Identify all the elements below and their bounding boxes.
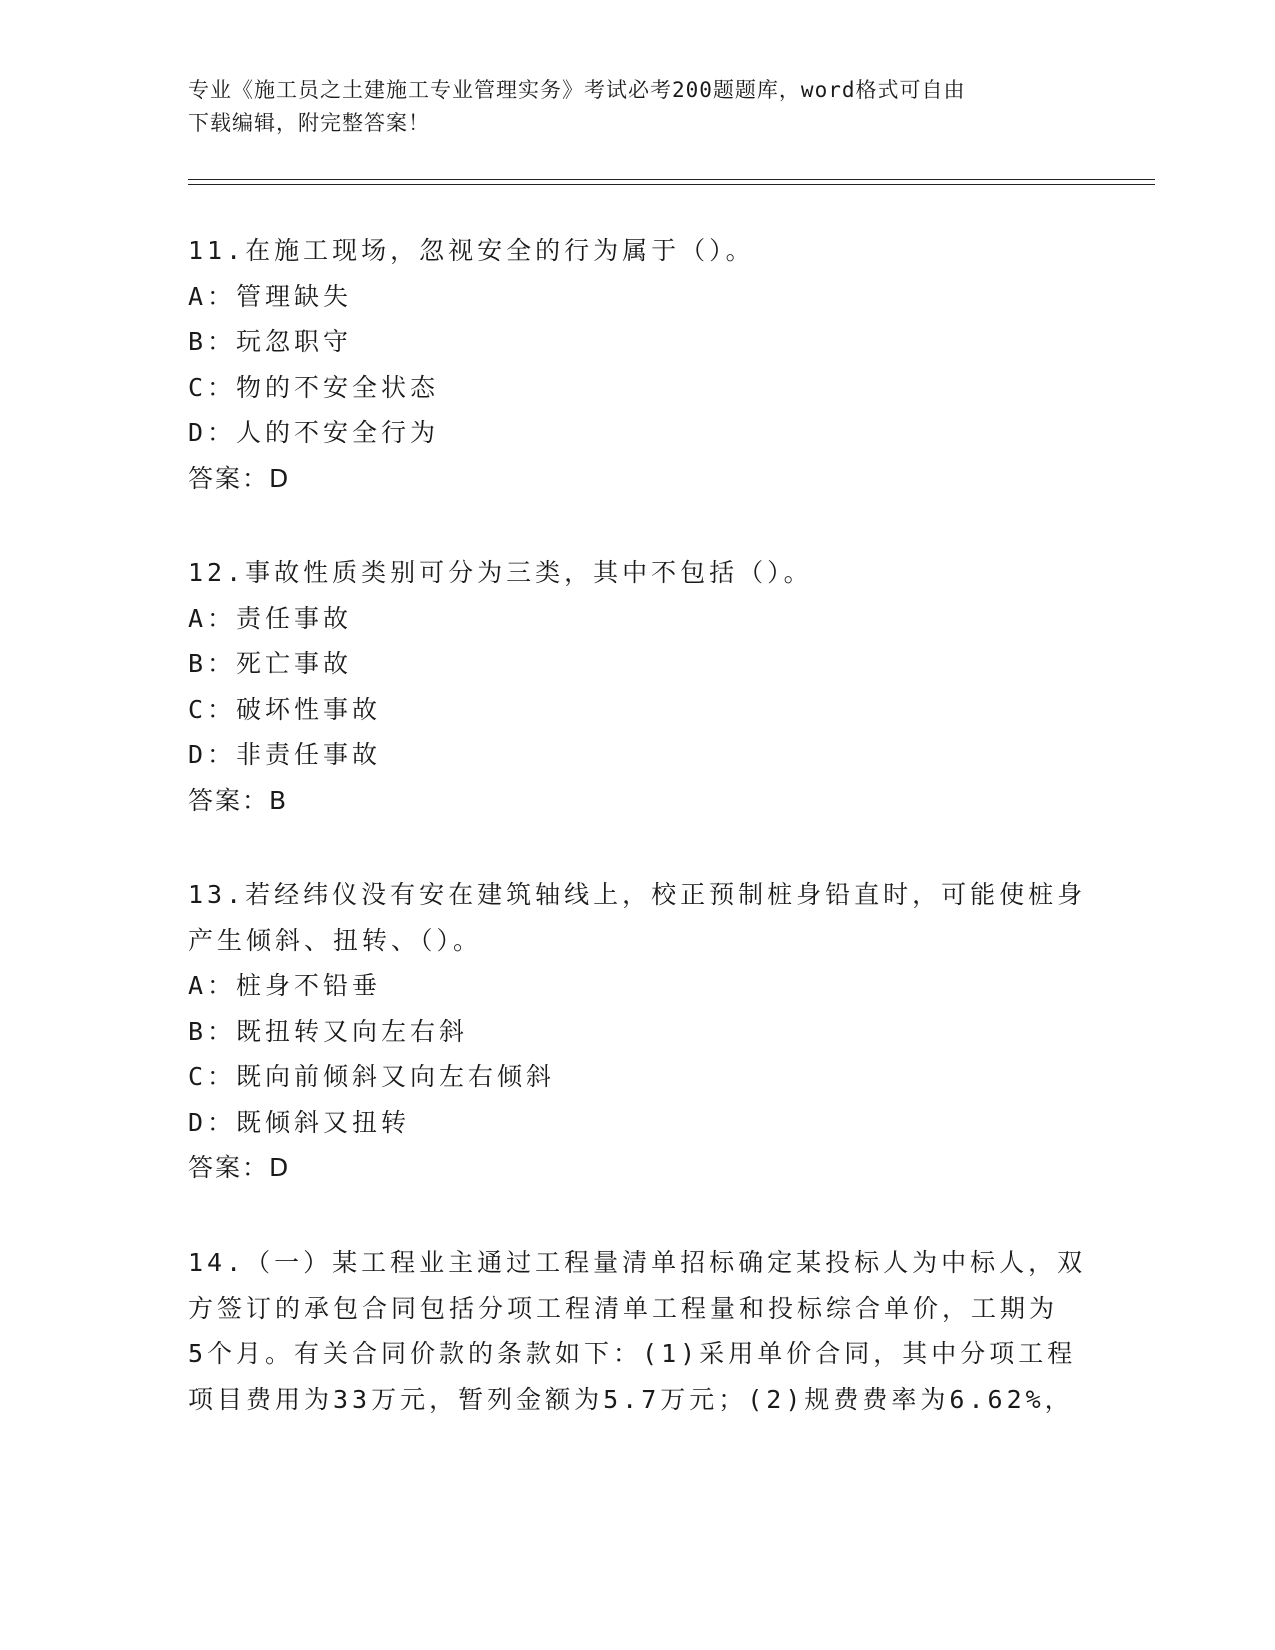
question-12	[188, 550, 1068, 823]
question-stem: 11.在施工现场，忽视安全的行为属于（）。	[188, 236, 755, 265]
option-d: D：非责任事故	[188, 740, 382, 769]
question-stem-line-2: 方签订的承包合同包括分项工程清单工程量和投标综合单价，工期为	[188, 1293, 1059, 1323]
question-13	[188, 872, 1087, 1191]
option-a: A：管理缺失	[188, 281, 353, 311]
header-divider-top	[188, 179, 1155, 180]
question-stem-line-1: 13.若经纬仪没有安在建筑轴线上，校正预制桩身铅直时，可能使桩身	[188, 880, 1087, 909]
header-line-1: 专业《施工员之土建施工专业管理实务》考试必考200题题库，word格式可自由	[188, 78, 966, 102]
option-c: C：物的不安全状态	[188, 372, 440, 402]
question-14	[188, 1240, 1087, 1422]
option-d: D：既倾斜又扭转	[188, 1107, 411, 1137]
document-header	[188, 74, 1068, 140]
option-a: A：桩身不铅垂	[188, 971, 382, 1000]
option-b: B：玩忽职守	[188, 327, 353, 356]
question-stem: 12.事故性质类别可分为三类，其中不包括（）。	[188, 558, 813, 587]
question-stem-line-3: 5个月。有关合同价款的条款如下：(1)采用单价合同，其中分项工程	[188, 1339, 1077, 1368]
question-stem-line-2: 产生倾斜、扭转、（）。	[188, 925, 483, 955]
option-c: C：破坏性事故	[188, 694, 382, 724]
option-c: C：既向前倾斜又向左右倾斜	[188, 1062, 556, 1091]
question-stem-line-1: 14.（一）某工程业主通过工程量清单招标确定某投标人为中标人，双	[188, 1248, 1087, 1277]
answer: 答案：D	[188, 463, 291, 493]
question-stem-line-4: 项目费用为33万元，暂列金额为5.7万元；(2)规费费率为6.62%，	[188, 1384, 1074, 1414]
option-a: A：责任事故	[188, 603, 353, 633]
header-divider-bottom	[188, 184, 1155, 185]
option-b: B：既扭转又向左右斜	[188, 1016, 469, 1046]
answer: 答案：D	[188, 1153, 291, 1182]
answer: 答案：B	[188, 785, 289, 815]
header-line-2: 下载编辑，附完整答案！	[188, 111, 430, 135]
question-11	[188, 228, 1068, 501]
option-b: B：死亡事故	[188, 649, 353, 678]
option-d: D：人的不安全行为	[188, 418, 440, 447]
